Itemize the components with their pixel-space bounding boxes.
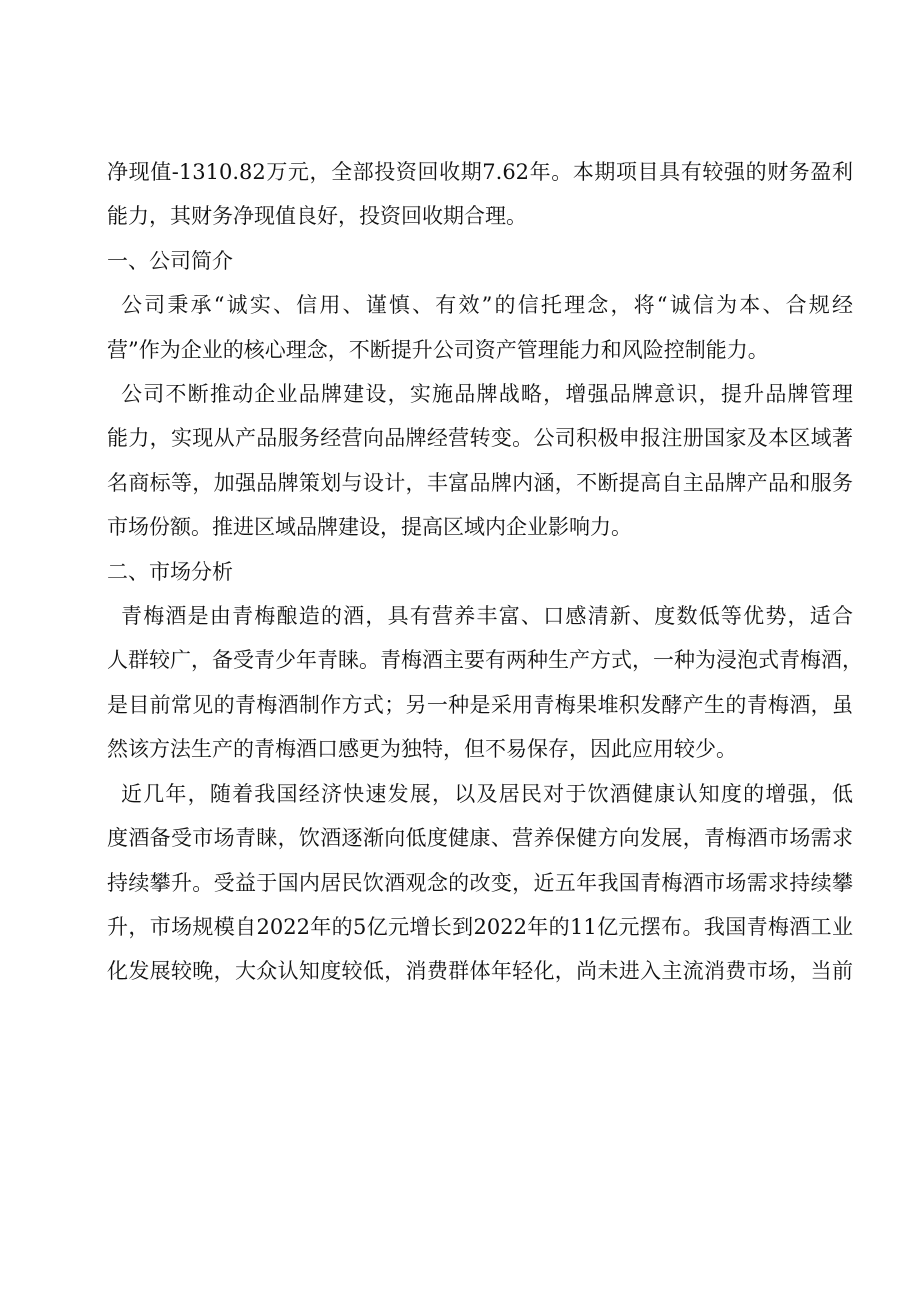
text-line: 能力，实现从产品服务经营向品牌经营转变。公司积极申报注册国家及本区域著 — [107, 426, 853, 451]
text-line: 青梅酒是由青梅酿造的酒，具有营养丰富、口感清新、度数低等优势，适合 — [121, 604, 853, 629]
section-heading-company-intro — [107, 239, 853, 283]
text-line: 是目前常见的青梅酒制作方式；另一种是采用青梅果堆积发酵产生的青梅酒，虽 — [107, 692, 853, 717]
text-line: 公司不断推动企业品牌建设，实施品牌战略，增强品牌意识，提升品牌管理 — [121, 382, 853, 407]
paragraph-plum-wine-intro — [107, 594, 863, 772]
text-line: 净现值-1310.82万元，全部投资回收期7.62年。本期项目具有较强的财务盈利 — [107, 160, 853, 184]
text-line: 能力，其财务净现值良好，投资回收期合理。 — [107, 204, 527, 229]
text-line: 公司秉承“诚实、信用、谨慎、有效”的信托理念，将“诚信为本、合规经 — [121, 293, 853, 318]
text-line: 人群较广，备受青少年青睐。青梅酒主要有两种生产方式，一种为浸泡式青梅酒， — [107, 648, 863, 673]
text-line: 升，市场规模自2022年的5亿元增长到2022年的11亿元摆布。我国青梅酒工业 — [107, 914, 853, 939]
text-line: 名商标等，加强品牌策划与设计，丰富品牌内涵，不断提高自主品牌产品和服务 — [107, 470, 853, 495]
document-body — [107, 150, 863, 994]
text-line: 度酒备受市场青睐，饮酒逐渐向低度健康、营养保健方向发展，青梅酒市场需求 — [107, 826, 853, 851]
paragraph-market-growth — [107, 772, 853, 994]
section-heading-market-analysis — [107, 550, 853, 594]
text-line: 市场份额。推进区域品牌建设，提高区域内企业影响力。 — [107, 515, 632, 540]
paragraph-financial-summary — [107, 150, 853, 239]
paragraph-brand-strategy — [107, 372, 853, 550]
text-line: 近几年，随着我国经济快速发展，以及居民对于饮酒健康认知度的增强，低 — [121, 781, 853, 806]
text-line: 营”作为企业的核心理念，不断提升公司资产管理能力和风险控制能力。 — [107, 337, 769, 362]
text-line: 持续攀升。受益于国内居民饮酒观念的改变，近五年我国青梅酒市场需求持续攀 — [107, 870, 853, 895]
paragraph-company-philosophy — [107, 283, 853, 372]
text-line: 化发展较晚，大众认知度较低，消费群体年轻化，尚未进入主流消费市场，当前 — [107, 959, 853, 984]
text-line: 然该方法生产的青梅酒口感更为独特，但不易保存，因此应用较少。 — [107, 737, 737, 762]
heading-text: 一、公司简介 — [107, 248, 233, 273]
heading-text: 二、市场分析 — [107, 559, 233, 584]
